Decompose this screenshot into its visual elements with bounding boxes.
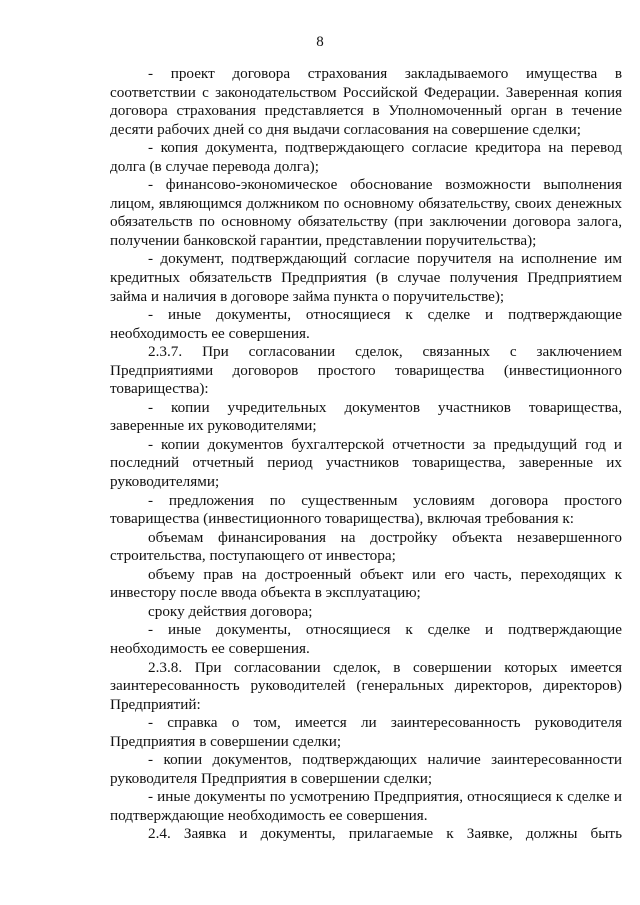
paragraph-accounting-reports: - копии документов бухгалтерской отчетности за предыдущий год и последний отчетный период участников товарищества, заверенные их руководителями; [110, 435, 622, 491]
paragraph-other-documents-discretion: - иные документы по усмотрению Предприятия, относящиеся к сделке и подтверждающие необходимость ее совершения. [110, 788, 622, 824]
paragraph-financial-justification: - финансово-экономическое обоснование возможности выполнения лицом, являющимся должником по основному обязательству, своих денежных обязательств по основному обязательству (при заключении договора залога, получении банковской гарантии, представлении поручительства); [110, 176, 622, 249]
paragraph-section-2-4: 2.4. Заявка и документы, прилагаемые к Заявке, должны быть [148, 825, 622, 843]
paragraph-interest-certificate: - справка о том, имеется ли заинтересованность руководителя Предприятия в совершении сделки; [110, 714, 622, 750]
paragraph-rights-volume: объему прав на достроенный объект или его часть, переходящих к инвестору после ввода объекта в эксплуатацию; [110, 565, 622, 602]
paragraph-founding-documents: - копии учредительных документов участников товарищества, заверенные их руководителями; [110, 398, 622, 435]
paragraph-section-2-3-8: 2.3.8. При согласовании сделок, в совершении которых имеется заинтересованность руководителей (генеральных директоров, директоров) Предприятий: [110, 658, 622, 713]
paragraph-other-documents: - иные документы, относящиеся к сделке и подтверждающие необходимость ее совершения. [110, 621, 622, 657]
paragraph-interest-documents: - копии документов, подтверждающих наличие заинтересованности руководителя Предприятия в совершении сделки; [110, 751, 622, 787]
paragraph-financing-volumes: объемам финансирования на достройку объекта незавершенного строительства, поступающего от инвестора; [110, 528, 622, 565]
paragraph-partnership-proposals: - предложения по существенным условиям договора простого товарищества (инвестиционного товарищества), включая требования к: [110, 491, 622, 528]
paragraph-debt-transfer-consent: - копия документа, подтверждающего согласие кредитора на перевод долга (в случае перевода долга); [110, 139, 622, 175]
paragraph-contract-term: сроку действия договора; [148, 602, 313, 620]
paragraph-guarantor-consent: - документ, подтверждающий согласие поручителя на исполнение им кредитных обязательств Предприятия (в случае получения Предприятием займа и наличия в договоре займа пункта о поручительстве); [110, 250, 622, 305]
paragraph-insurance-contract: - проект договора страхования закладываемого имущества в соответствии с законодательством Российской Федерации. Заверенная копия договора страхования представляется в Уполномоченный орган в течение десяти рабочих дней со дня выдачи согласования на совершение сделки; [110, 65, 622, 138]
paragraph-other-documents: - иные документы, относящиеся к сделке и подтверждающие необходимость ее совершения. [110, 306, 622, 342]
page-number: 8 [316, 34, 324, 50]
paragraph-section-2-3-7: 2.3.7. При согласовании сделок, связанных с заключением Предприятиями договоров простого товарищества (инвестиционного товарищества): [110, 343, 622, 398]
document-body [110, 65, 622, 844]
